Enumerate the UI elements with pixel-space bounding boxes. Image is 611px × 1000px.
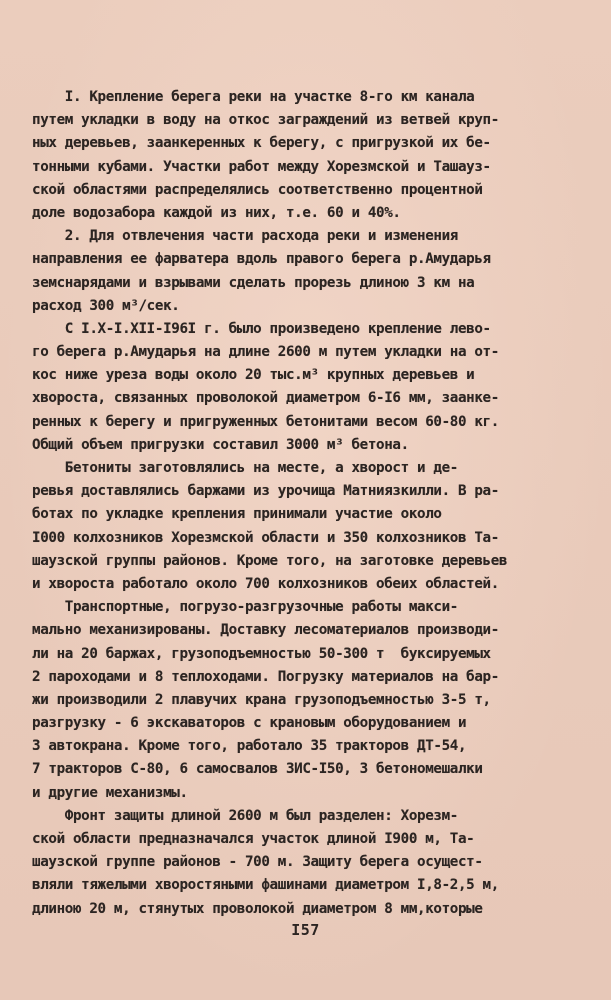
text-line: Транспортные, погрузо-разгрузочные работы макси- — [32, 599, 458, 616]
text-line: и хвороста работало около 700 колхозников обеих областей. — [32, 575, 499, 592]
text-line: путем укладки в воду на откос заграждений из ветвей круп- — [32, 112, 499, 129]
text-line: шаузской группы районов. Кроме того, на заготовке деревьев — [32, 552, 508, 569]
text-line: ской области предназначался участок длиной I900 м, Та- — [32, 831, 475, 847]
text-line: ренных к берегу и пригруженных бетонитами весом 60-80 кг. — [32, 413, 499, 430]
text-line: направления ее фарватера вдоль правого берега р.Амударья — [32, 251, 491, 268]
text-line: 3 автокрана. Кроме того, работало 35 тракторов ДТ-54, — [32, 738, 467, 755]
text-line: ской областями распределялись соответственно процентной — [32, 181, 483, 198]
text-line: 2 пароходами и 8 теплоходами. Погрузку материалов на бар- — [32, 668, 499, 685]
text-line: ных деревьев, заанкеренных к берегу, с пригрузкой их бе- — [32, 135, 491, 152]
text-line: го берега р.Амударья на длине 2600 м путем укладки на от- — [32, 344, 499, 361]
text-line: тонными кубами. Участки работ между Хорезмской и Ташауз- — [32, 158, 491, 175]
page-number: I57 — [291, 921, 320, 939]
text-line: С I.X-I.XII-I96I г. было произведено крепление лево- — [32, 320, 491, 337]
text-line: земснарядами и взрывами сделать прорезь длиною 3 км на — [32, 274, 475, 291]
text-line: Общий объем пригрузки составил 3000 м³ бетона. — [32, 436, 409, 453]
text-line: ревья доставлялись баржами из урочища Матниязкилли. В ра- — [32, 483, 499, 500]
text-line: кос ниже уреза воды около 20 тыс.м³ крупных деревьев и — [32, 367, 475, 384]
text-line: расход 300 м³/сек. — [32, 297, 180, 314]
body-text — [32, 86, 542, 921]
text-line: и другие механизмы. — [32, 784, 188, 801]
text-line: вляли тяжелыми хворостяными фашинами диаметром I,8-2,5 м, — [32, 877, 499, 894]
text-line: 7 тракторов С-80, 6 самосвалов ЗИС-I50, 3 бетономешалки — [32, 761, 483, 778]
text-line: мально механизированы. Доставку лесоматериалов производи- — [32, 622, 499, 639]
text-line: Бетониты заготовлялись на месте, а хворост и де- — [32, 460, 458, 476]
text-line: шаузской группе районов - 700 м. Защиту берега осущест- — [32, 854, 483, 871]
text-line: доле водозабора каждой из них, т.е. 60 и 40%. — [32, 204, 401, 221]
text-line: ли на 20 баржах, грузоподъемностью 50-300 т буксируемых — [32, 645, 491, 662]
text-line: хвороста, связанных проволокой диаметром 6-I6 мм, заанке- — [32, 390, 499, 407]
text-line: Фронт защиты длиной 2600 м был разделен: Хорезм- — [32, 807, 458, 824]
text-line: I000 колхозников Хорезмской области и 350 колхозников Та- — [32, 529, 499, 546]
text-line: I. Крепление берега реки на участке 8-го км канала — [32, 89, 475, 105]
text-line: ботах по укладке крепления принимали участие около — [32, 506, 442, 523]
text-line: разгрузку - 6 экскаваторов с крановым оборудованием и — [32, 715, 467, 732]
text-line: 2. Для отвлечения части расхода реки и изменения — [32, 228, 458, 245]
text-line: длиною 20 м, стянутых проволокой диаметром 8 мм,которые — [32, 900, 483, 917]
text-line: жи производили 2 плавучих крана грузоподъемностью 3-5 т, — [32, 691, 491, 708]
